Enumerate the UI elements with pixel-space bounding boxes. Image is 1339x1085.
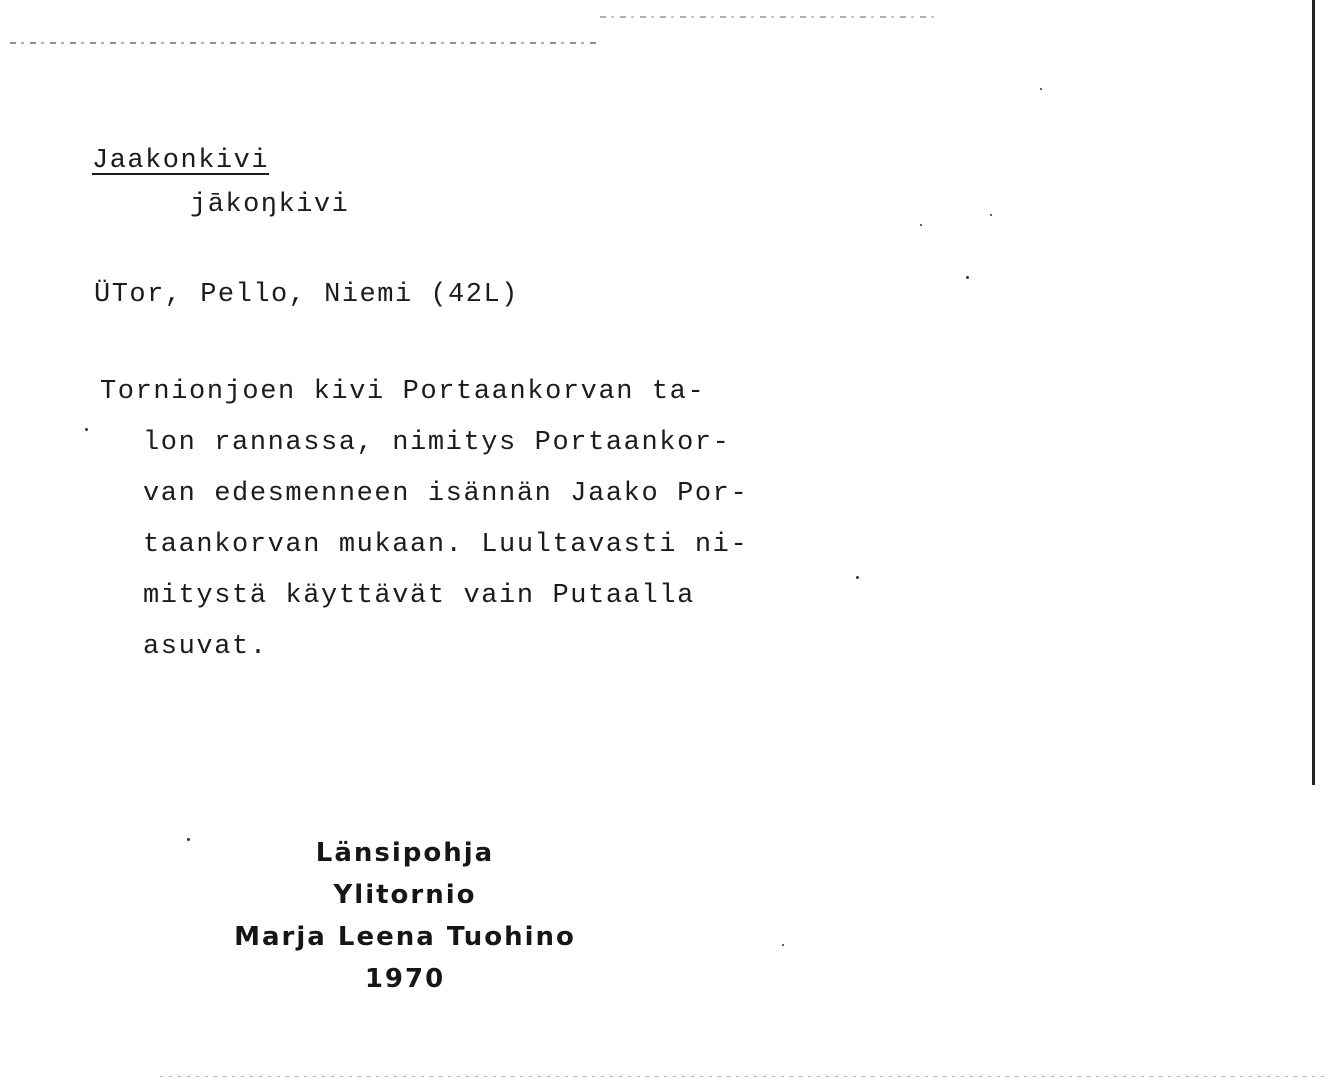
scan-artifact [600, 16, 935, 18]
location-line: ÜTor, Pello, Niemi (42L) [94, 280, 519, 310]
description-line: van edesmenneen isännän Jaako Por- [143, 479, 749, 509]
card-edge [1312, 0, 1315, 785]
description-line: asuvat. [143, 632, 268, 662]
description [100, 367, 748, 673]
description-line: Tornionjoen kivi Portaankorvan ta- [100, 377, 706, 407]
scan-speck [1040, 88, 1042, 90]
scan-artifact [10, 42, 600, 44]
scan-speck [782, 944, 784, 946]
scan-speck [187, 838, 190, 841]
headword: Jaakonkivi [92, 146, 270, 176]
collector-stamp [230, 832, 580, 1000]
scan-speck [990, 214, 992, 216]
phonetic-transcription: jākoŋkivi [190, 190, 350, 220]
stamp-region: Länsipohja [315, 838, 495, 868]
description-line: taankorvan mukaan. Luultavasti ni- [143, 530, 749, 560]
scan-speck [966, 276, 969, 279]
stamp-collector: Marja Leena Tuohino [234, 922, 576, 952]
description-line: mitystä käyttävät vain Putaalla [143, 581, 695, 611]
description-line: lon rannassa, nimitys Portaankor- [143, 428, 731, 458]
stamp-parish: Ylitornio [333, 880, 477, 910]
scan-speck [85, 428, 88, 431]
scan-speck [920, 224, 922, 226]
scan-speck [856, 576, 859, 579]
stamp-year: 1970 [364, 964, 446, 994]
scan-artifact [160, 1076, 1330, 1077]
